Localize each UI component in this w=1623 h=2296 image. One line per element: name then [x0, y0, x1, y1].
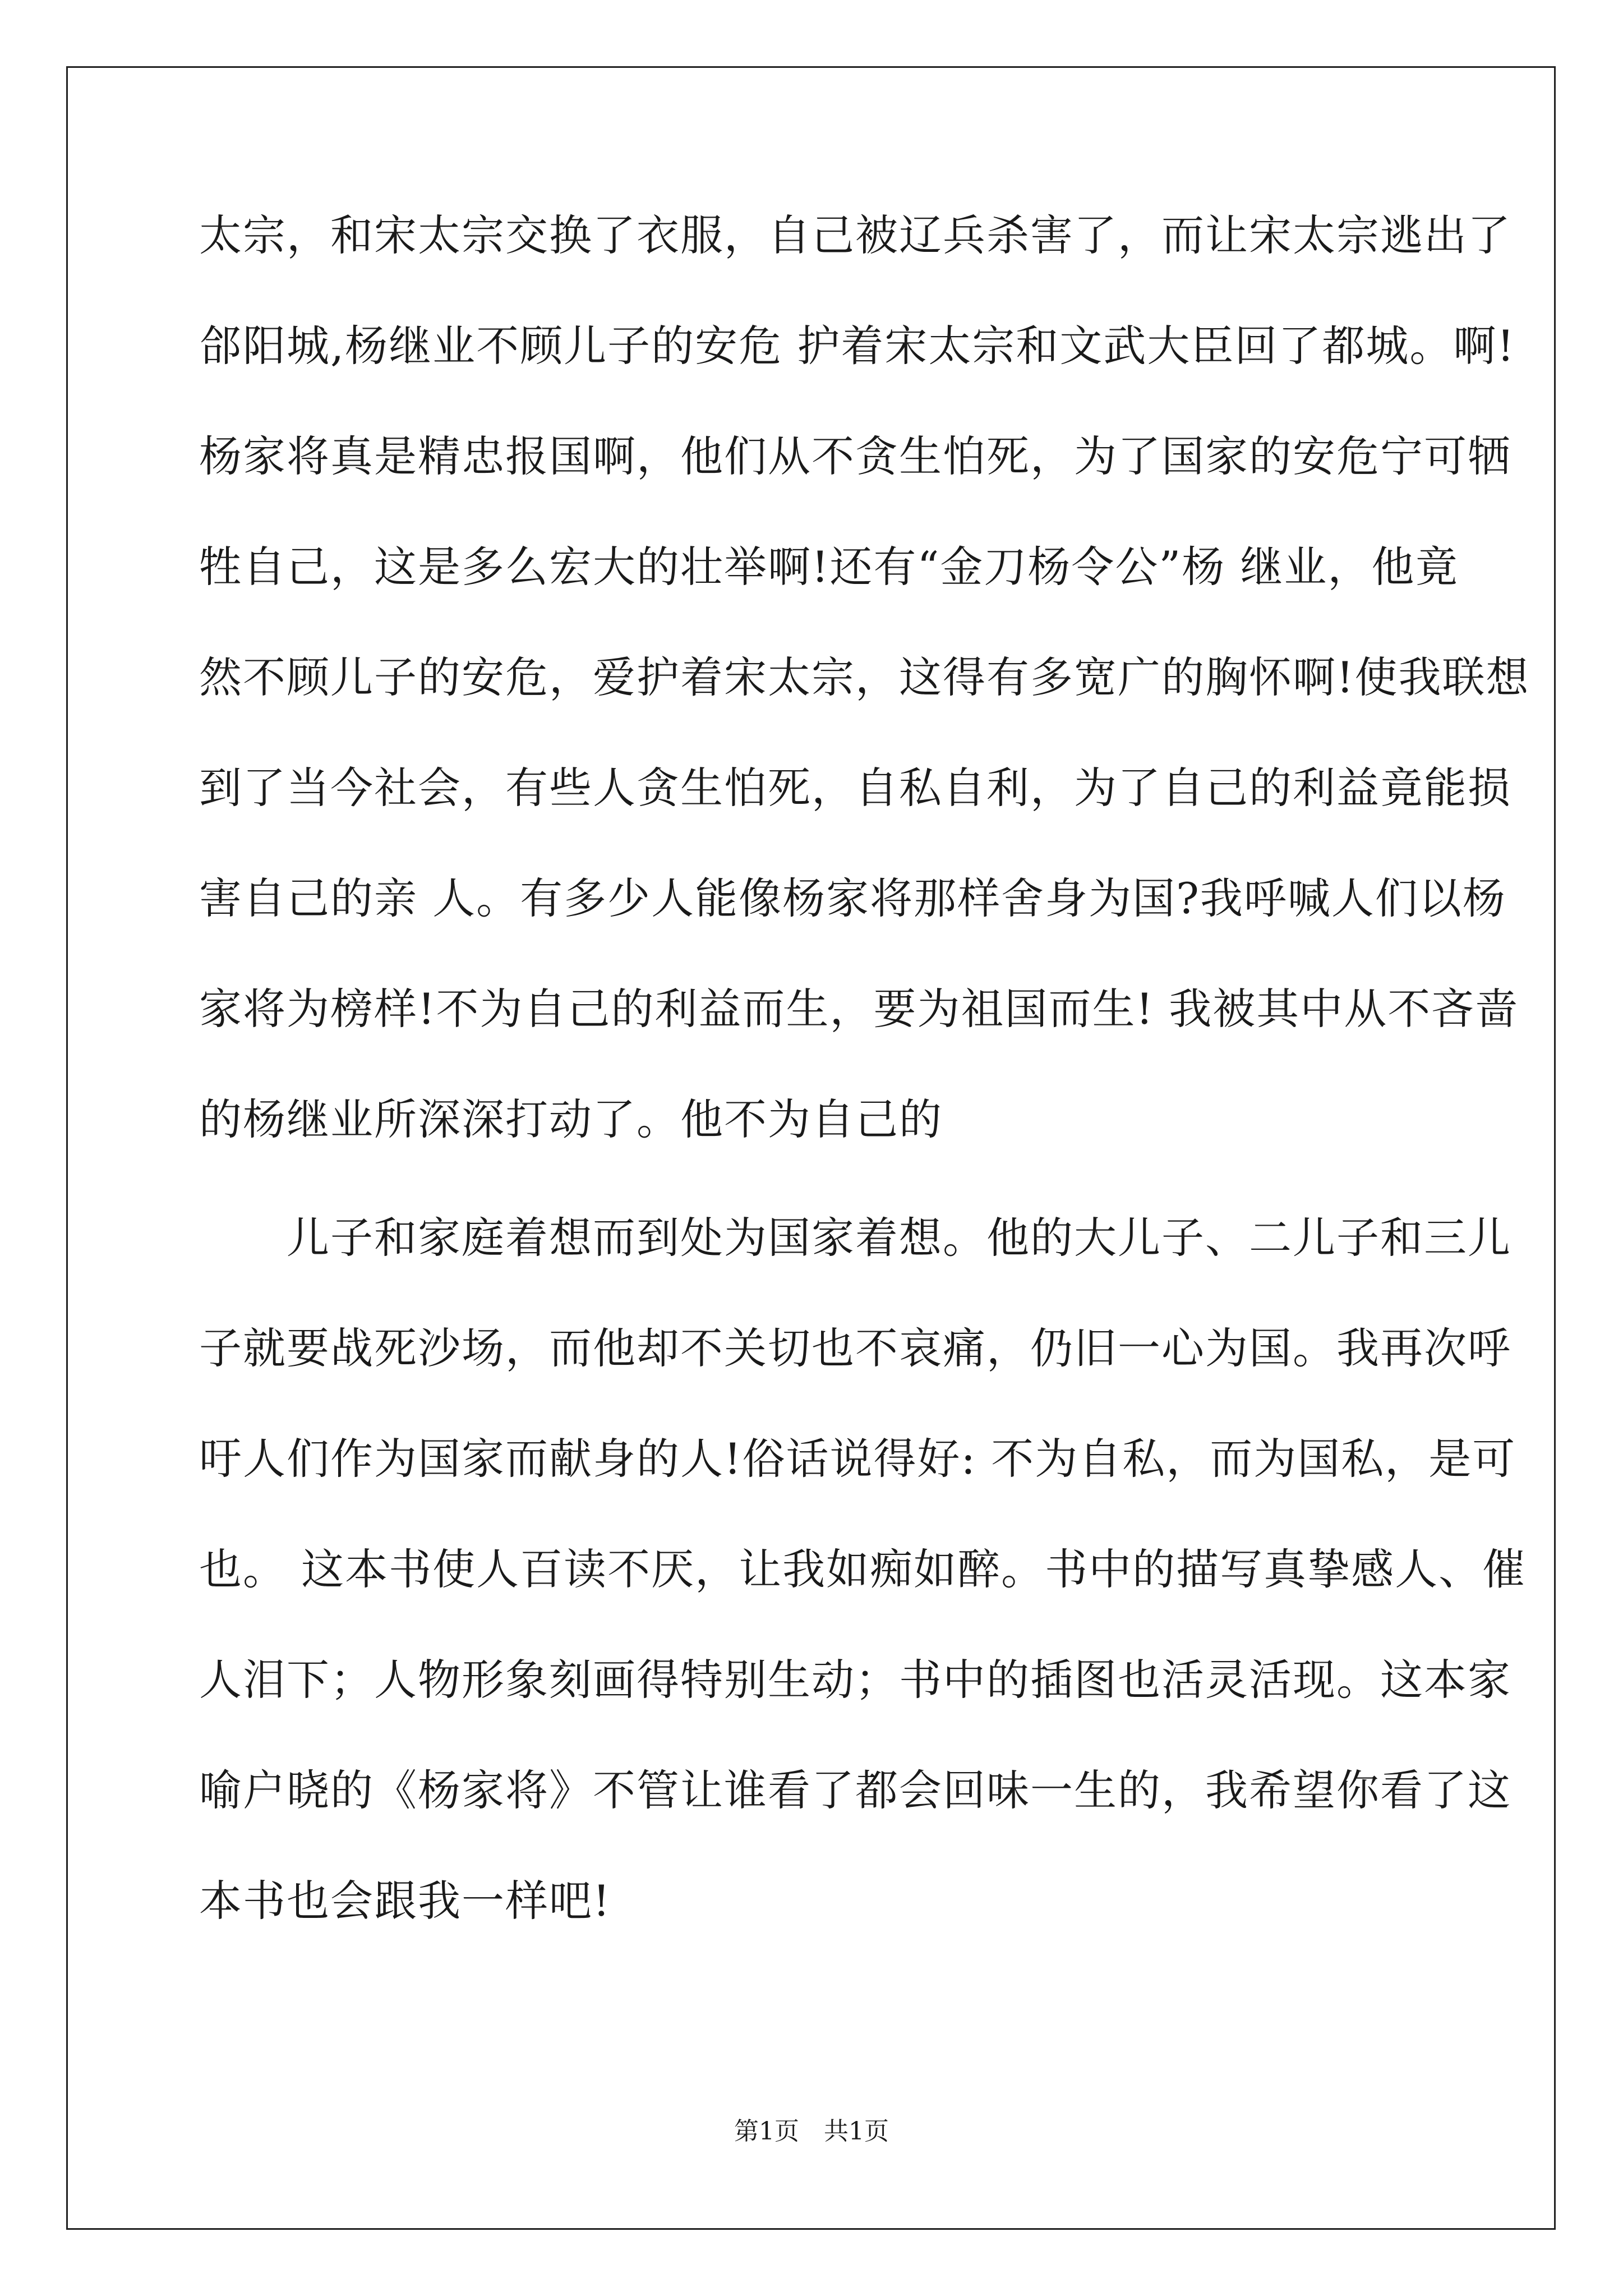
body-text-line: 吁人们作为国家而献身的人!俗话说得好: 不为自私，而为国私，是可 [199, 1434, 1516, 1484]
page-number-footer: 第1页 共1页 [734, 2117, 889, 2146]
body-text-line: 家将为榜样!不为自己的利益而生，要为祖国而生! 我被其中从不吝啬 [199, 984, 1519, 1034]
body-text-line: 牲自己，这是多么宏大的壮举啊!还有“金刀杨令公”杨 继业，他竟 [199, 542, 1459, 592]
body-text-line: 本书也会跟我一样吧! [199, 1876, 611, 1926]
body-text-line: 郃阳城,杨继业不顾儿子的安危 护着宋太宗和文武大臣回了都城。啊! [199, 321, 1515, 371]
body-text-line: 儿子和家庭着想而到处为国家着想。他的大儿子、二儿子和三儿 [199, 1213, 1511, 1263]
body-text-line: 子就要战死沙场，而他却不关切也不哀痛，仍旧一心为国。我再次呼 [199, 1323, 1511, 1373]
body-text-line: 的杨继业所深深打动了。他不为自己的 [199, 1094, 943, 1144]
body-text-line: 人泪下；人物形象刻画得特别生动；书中的插图也活灵活现。这本家 [199, 1655, 1511, 1705]
body-text-line: 喻户晓的《杨家将》不管让谁看了都会回味一生的，我希望你看了这 [199, 1765, 1511, 1815]
body-text-line: 然不顾儿子的安危，爱护着宋太宗，这得有多宽广的胸怀啊!使我联想 [199, 652, 1530, 702]
body-text-line: 杨家将真是精忠报国啊，他们从不贪生怕死，为了国家的安危宁可牺 [199, 431, 1511, 481]
body-text-line: 害自己的亲 人。有多少人能像杨家将那样舍身为国?我呼喊人们以杨 [199, 873, 1506, 923]
body-text-line: 太宗，和宋太宗交换了衣服，自己被辽兵杀害了，而让宋太宗逃出了 [199, 210, 1511, 260]
body-text-line: 到了当今社会，有些人贪生怕死，自私自利，为了自己的利益竟能损 [199, 763, 1511, 813]
body-text-line: 也。 这本书使人百读不厌，让我如痴如醉。书中的描写真挚感人、催 [199, 1544, 1527, 1594]
